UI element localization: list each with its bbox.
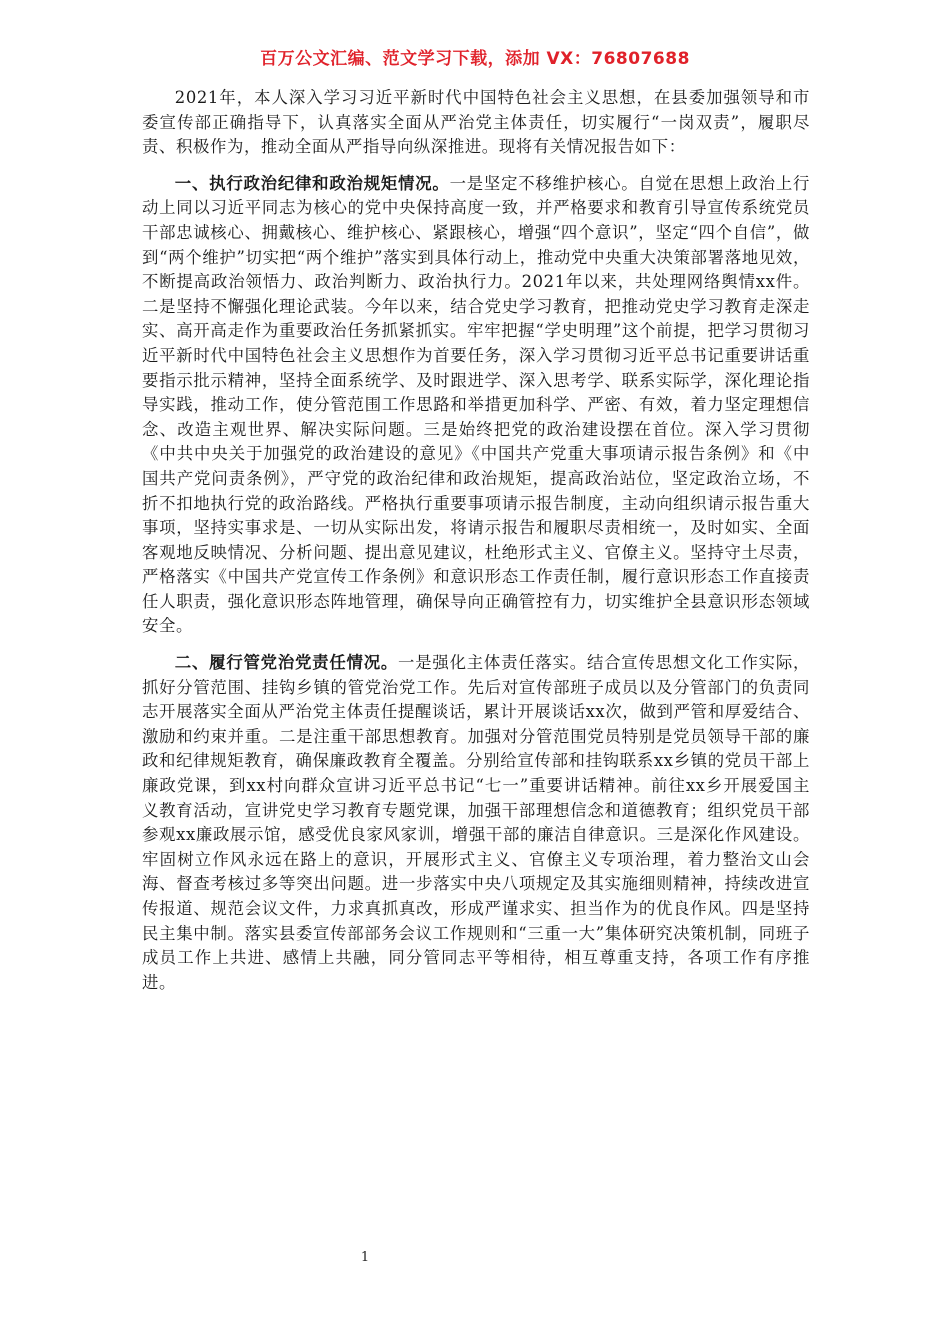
document-body (142, 86, 810, 995)
watermark-banner: 百万公文汇编、范文学习下载，添加 VX：76807688 (260, 49, 690, 69)
section-2-heading: 二、履行管党治党责任情况。 (174, 653, 399, 673)
intro-paragraph: 2021年，本人深入学习习近平新时代中国特色社会主义思想，在县委加强领导和市委宣传部正确指导下，认真落实全面从严治党主体责任，切实履行“一岗双责”，履职尽责、积极作为，推动全面从严指导向纵深推进。现将有关情况报告如下： (142, 88, 810, 157)
section-1-heading: 一、执行政治纪律和政治规矩情况。 (174, 173, 450, 193)
section-2-paragraph (142, 651, 810, 995)
section-2-body: 一是强化主体责任落实。结合宣传思想文化工作实际，抓好分管范围、挂钩乡镇的管党治党工作。先后对宣传部班子成员以及分管部门的负责同志开展落实全面从严治党主体责任提醒谈话，累计开展谈话xx次，做到严管和厚爱结合、激励和约束并重。二是注重干部思想教育。加强对分管范围党员特别是党员领导干部的廉政和纪律规矩教育，确保廉政教育全覆盖。分别给宣传部和挂钩联系xx乡镇的党员干部上廉政党课，到xx村向群众宣讲习近平总书记“七一”重要讲话精神。前往xx乡开展爱国主义教育活动，宣讲党史学习教育专题党课，加强干部理想信念和道德教育；组织党员干部参观xx廉政展示馆，感受优良家风家训，增强干部的廉洁自律意识。三是深化作风建设。牢固树立作风永远在路上的意识，开展形式主义、官僚主义专项治理，着力整治文山会海、督查考核过多等突出问题。进一步落实中央八项规定及其实施细则精神，持续改进宣传报道、规范会议文件，力求真抓真改，形成严谨求实、担当作为的优良作风。四是坚持民主集中制。落实县委宣传部部务会议工作规则和“三重一大”集体研究决策机制，同班子成员工作上共进、感情上共融，同分管同志平等相待，相互尊重支持，各项工作有序推进。 (142, 653, 810, 992)
page-number: 1 (360, 1250, 370, 1265)
section-1-paragraph (142, 172, 810, 639)
section-1-body: 一是坚定不移维护核心。自觉在思想上政治上行动上同以习近平同志为核心的党中央保持高度一致，并严格要求和教育引导宣传系统党员干部忠诚核心、拥戴核心、维护核心、紧跟核心，增强“四个意识”，坚定“四个自信”，做到“两个维护”切实把“两个维护”落实到具体行动上，推动党中央重大决策部署落地见效，不断提高政治领悟力、政治判断力、政治执行力。2021年以来，共处理网络舆情xx件。二是坚持不懈强化理论武装。今年以来，结合党史学习教育，把推动党史学习教育走深走实、高开高走作为重要政治任务抓紧抓实。牢牢把握“学史明理”这个前提，把学习贯彻习近平新时代中国特色社会主义思想作为首要任务，深入学习贯彻习近平总书记重要讲话重要指示批示精神，坚持全面系统学、及时跟进学、深入思考学、联系实际学，深化理论指导实践，推动工作，使分管范围工作思路和举措更加科学、严密、有效，着力坚定理想信念、改造主观世界、解决实际问题。三是始终把党的政治建设摆在首位。深入学习贯彻《中共中央关于加强党的政治建设的意见》《中国共产党重大事项请示报告条例》和《中国共产党问责条例》，严守党的政治纪律和政治规矩，提高政治站位，坚定政治立场，不折不扣地执行党的政治路线。严格执行重要事项请示报告制度，主动向组织请示报告重大事项，坚持实事求是、一切从实际出发，将请示报告和履职尽责相统一，及时如实、全面客观地反映情况、分析问题、提出意见建议，杜绝形式主义、官僚主义。坚持守土尽责，严格落实《中国共产党宣传工作条例》和意识形态工作责任制，履行意识形态工作直接责任人职责，强化意识形态阵地管理，确保导向正确管控有力，切实维护全县意识形态领域安全。 (142, 173, 810, 636)
